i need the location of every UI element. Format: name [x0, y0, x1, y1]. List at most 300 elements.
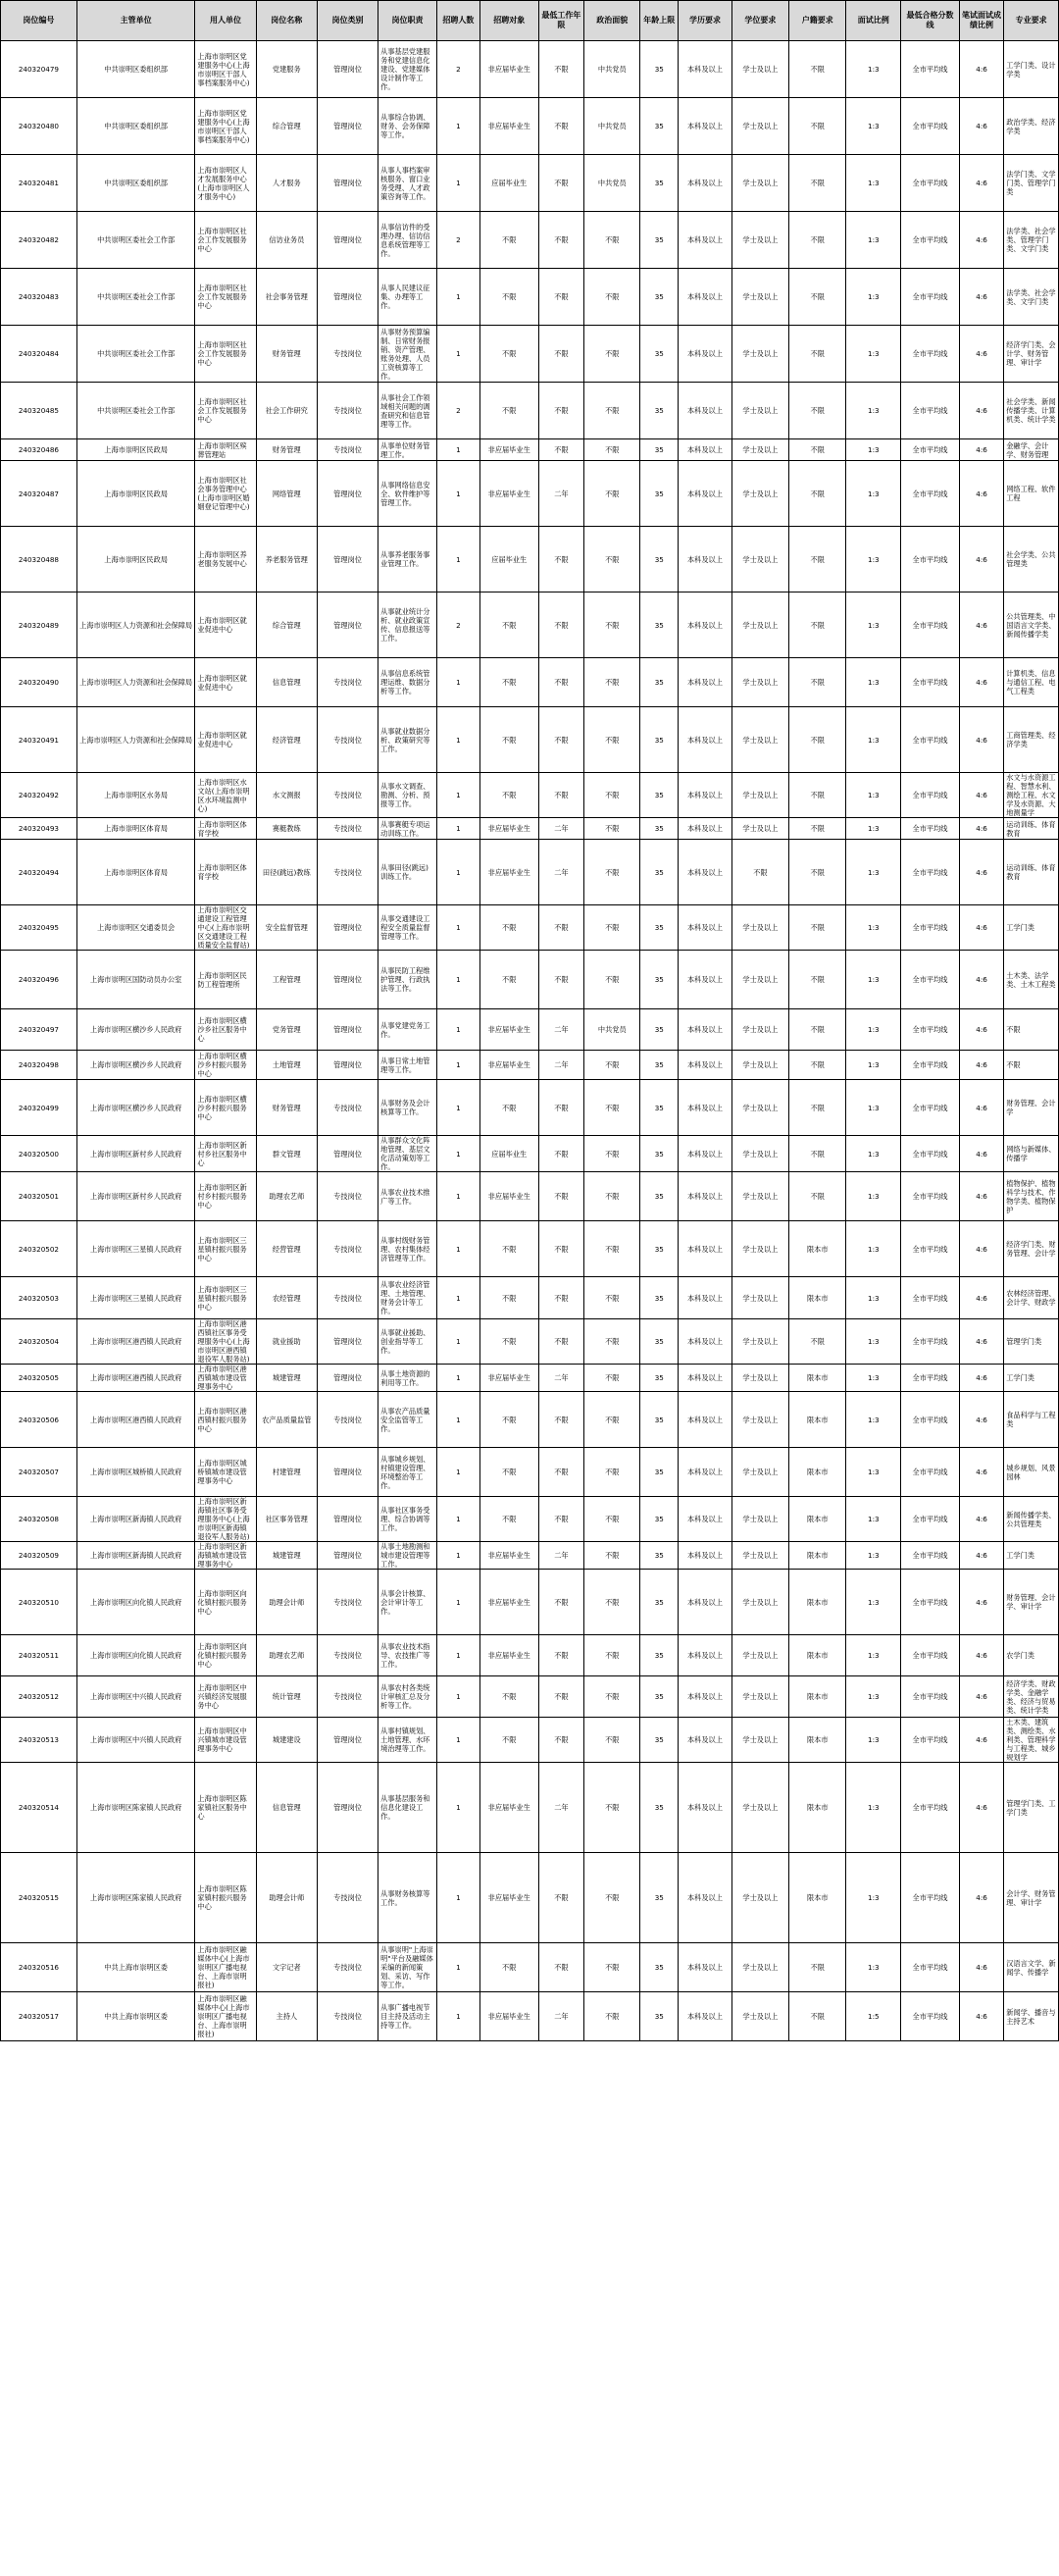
table-cell: 1:3: [846, 818, 901, 840]
table-cell: 4:6: [959, 1221, 1003, 1277]
table-cell: 社会事务管理: [256, 269, 317, 326]
table-cell: 240320516: [1, 1943, 77, 1992]
table-cell: 管理岗位: [317, 1136, 378, 1172]
table-cell: 非应届毕业生: [479, 439, 538, 461]
table-cell: 240320491: [1, 707, 77, 773]
table-cell: 不限: [789, 1051, 846, 1080]
table-cell: 植物保护、植物科学与技术、作物学类、植物保护: [1004, 1172, 1059, 1221]
table-cell: 从事信息系统管理运维、数据分析等工作。: [378, 658, 437, 707]
table-cell: 35: [640, 439, 679, 461]
table-cell: 就业援助: [256, 1319, 317, 1365]
table-cell: 本科及以上: [679, 1992, 731, 2041]
table-row: [1, 592, 1059, 658]
table-cell: 从事田径(跳远)训练工作。: [378, 840, 437, 905]
table-cell: 1: [436, 1992, 479, 2041]
table-cell: 从事水文调查、勘测、分析、预报等工作。: [378, 773, 437, 818]
table-cell: 非应届毕业生: [479, 1051, 538, 1080]
table-cell: 全市平均线: [901, 98, 960, 155]
table-cell: 从事单位财务管理工作。: [378, 439, 437, 461]
table-cell: 4:6: [959, 155, 1003, 212]
table-cell: 4:6: [959, 1635, 1003, 1676]
table-cell: 35: [640, 1172, 679, 1221]
table-cell: 1: [436, 1136, 479, 1172]
table-cell: 1:3: [846, 840, 901, 905]
table-cell: 工学门类: [1004, 1542, 1059, 1570]
table-cell: 管理岗位: [317, 269, 378, 326]
table-cell: 非应届毕业生: [479, 1763, 538, 1853]
table-row: [1, 439, 1059, 461]
table-cell: 不限: [584, 1943, 640, 1992]
table-cell: 上海市崇明区城桥镇人民政府: [76, 1448, 195, 1497]
table-cell: 本科及以上: [679, 1570, 731, 1635]
table-cell: 二年: [538, 1542, 584, 1570]
table-cell: 全市平均线: [901, 1221, 960, 1277]
table-cell: 上海市崇明区向化镇村振兴服务中心: [195, 1570, 256, 1635]
table-cell: 网络工程、软件工程: [1004, 461, 1059, 527]
table-cell: 全市平均线: [901, 269, 960, 326]
table-cell: 35: [640, 1448, 679, 1497]
table-cell: 不限: [789, 592, 846, 658]
table-cell: 学士及以上: [731, 1277, 788, 1319]
table-cell: 本科及以上: [679, 1365, 731, 1392]
table-cell: 应届毕业生: [479, 155, 538, 212]
table-cell: 学士及以上: [731, 1365, 788, 1392]
table-cell: 限本市: [789, 1542, 846, 1570]
table-cell: 4:6: [959, 1172, 1003, 1221]
table-cell: 上海市崇明区社会工作发展服务中心: [195, 269, 256, 326]
table-cell: 1: [436, 1080, 479, 1136]
table-cell: 240320499: [1, 1080, 77, 1136]
table-cell: 本科及以上: [679, 212, 731, 269]
table-cell: 食品科学与工程类: [1004, 1392, 1059, 1448]
table-cell: 学士及以上: [731, 439, 788, 461]
table-cell: 全市平均线: [901, 383, 960, 439]
table-cell: 240320512: [1, 1676, 77, 1718]
table-cell: 信息管理: [256, 658, 317, 707]
table-cell: 新闻传播学类、公共管理类: [1004, 1497, 1059, 1542]
table-cell: 非应届毕业生: [479, 1365, 538, 1392]
table-cell: 不限: [789, 212, 846, 269]
table-cell: 35: [640, 326, 679, 383]
table-cell: 全市平均线: [901, 1853, 960, 1943]
table-cell: 上海市崇明区港西镇人民政府: [76, 1319, 195, 1365]
table-cell: 不限: [538, 98, 584, 155]
table-cell: 1: [436, 818, 479, 840]
table-cell: 240320510: [1, 1570, 77, 1635]
table-cell: 1: [436, 1392, 479, 1448]
table-cell: 非应届毕业生: [479, 1635, 538, 1676]
table-cell: 主持人: [256, 1992, 317, 2041]
table-cell: 不限: [538, 383, 584, 439]
table-cell: 从事农产品质量安全监管等工作。: [378, 1392, 437, 1448]
table-cell: 本科及以上: [679, 1221, 731, 1277]
table-cell: 上海市崇明区人力资源和社会保障局: [76, 592, 195, 658]
table-cell: 应届毕业生: [479, 527, 538, 592]
table-cell: 财务管理、会计学: [1004, 1080, 1059, 1136]
table-cell: 不限: [789, 1172, 846, 1221]
table-cell: 上海市崇明区民政局: [76, 527, 195, 592]
table-cell: 城建管理: [256, 1365, 317, 1392]
table-cell: 学士及以上: [731, 1718, 788, 1763]
table-cell: 土木类、建筑类、测绘类、水利类、管理科学与工程类、城乡规划学: [1004, 1718, 1059, 1763]
table-cell: 管理岗位: [317, 951, 378, 1009]
table-cell: 1: [436, 707, 479, 773]
table-cell: 上海市崇明区水务局: [76, 773, 195, 818]
table-cell: 不限: [584, 707, 640, 773]
table-cell: 本科及以上: [679, 1009, 731, 1051]
table-cell: 35: [640, 1319, 679, 1365]
table-cell: 不限: [538, 1136, 584, 1172]
table-cell: 学士及以上: [731, 98, 788, 155]
table-cell: 1:3: [846, 1080, 901, 1136]
table-cell: 学士及以上: [731, 1763, 788, 1853]
table-row: [1, 1080, 1059, 1136]
table-cell: 本科及以上: [679, 1718, 731, 1763]
table-cell: 管理岗位: [317, 1542, 378, 1570]
table-cell: 专技岗位: [317, 1080, 378, 1136]
table-cell: 不限: [584, 1542, 640, 1570]
table-cell: 非应届毕业生: [479, 41, 538, 98]
table-cell: 不限: [479, 1277, 538, 1319]
table-cell: 本科及以上: [679, 98, 731, 155]
table-row: [1, 1718, 1059, 1763]
table-cell: 不限: [789, 41, 846, 98]
table-row: [1, 1763, 1059, 1853]
table-cell: 1:3: [846, 383, 901, 439]
table-cell: 240320487: [1, 461, 77, 527]
table-cell: 限本市: [789, 1365, 846, 1392]
table-cell: 上海市崇明区体育局: [76, 840, 195, 905]
table-cell: 二年: [538, 840, 584, 905]
table-cell: 学士及以上: [731, 1221, 788, 1277]
table-cell: 全市平均线: [901, 439, 960, 461]
table-cell: 上海市崇明区社会工作发展服务中心: [195, 212, 256, 269]
table-cell: 240320486: [1, 439, 77, 461]
table-cell: 学士及以上: [731, 155, 788, 212]
table-cell: 本科及以上: [679, 1542, 731, 1570]
table-cell: 上海市崇明区融媒体中心(上海市崇明区广播电视台、上海市崇明报社): [195, 1943, 256, 1992]
table-cell: 4:6: [959, 41, 1003, 98]
table-cell: 管理岗位: [317, 1763, 378, 1853]
table-cell: 1: [436, 155, 479, 212]
table-cell: 管理岗位: [317, 527, 378, 592]
table-cell: 学士及以上: [731, 326, 788, 383]
table-cell: 240320498: [1, 1051, 77, 1080]
table-row: [1, 1277, 1059, 1319]
table-cell: 学士及以上: [731, 41, 788, 98]
table-cell: 1:3: [846, 461, 901, 527]
table-cell: 1: [436, 1277, 479, 1319]
table-cell: 经营管理: [256, 1221, 317, 1277]
table-cell: 上海市崇明区港西镇城市建设管理事务中心: [195, 1365, 256, 1392]
table-cell: 二年: [538, 818, 584, 840]
column-header: 招聘人数: [436, 1, 479, 41]
table-cell: 上海市崇明区就业促进中心: [195, 707, 256, 773]
table-cell: 不限: [479, 1943, 538, 1992]
table-cell: 不限: [584, 1136, 640, 1172]
table-row: [1, 707, 1059, 773]
table-cell: 上海市崇明区横沙乡人民政府: [76, 1051, 195, 1080]
table-cell: 学士及以上: [731, 1570, 788, 1635]
table-cell: 社会学类、新闻传播学类、计算机类、统计学类: [1004, 383, 1059, 439]
table-row: [1, 383, 1059, 439]
table-cell: 从事人事档案审核服务、窗口业务受理、人才政策咨询等工作。: [378, 155, 437, 212]
table-cell: 35: [640, 1221, 679, 1277]
table-cell: 限本市: [789, 1277, 846, 1319]
table-cell: 本科及以上: [679, 1497, 731, 1542]
table-cell: 1:3: [846, 1943, 901, 1992]
table-cell: 不限: [538, 41, 584, 98]
table-cell: 1: [436, 527, 479, 592]
table-cell: 全市平均线: [901, 1718, 960, 1763]
table-cell: 学士及以上: [731, 905, 788, 951]
table-cell: 学士及以上: [731, 773, 788, 818]
table-cell: 4:6: [959, 1853, 1003, 1943]
table-cell: 35: [640, 951, 679, 1009]
table-cell: 全市平均线: [901, 1319, 960, 1365]
table-cell: 经济管理: [256, 707, 317, 773]
table-cell: 金融学、会计学、财务管理: [1004, 439, 1059, 461]
table-cell: 全市平均线: [901, 592, 960, 658]
table-cell: 不限: [584, 212, 640, 269]
table-row: [1, 1009, 1059, 1051]
table-cell: 限本市: [789, 1392, 846, 1448]
table-cell: 非应届毕业生: [479, 818, 538, 840]
table-cell: 社会学类、公共管理类: [1004, 527, 1059, 592]
table-cell: 上海市崇明区就业促进中心: [195, 658, 256, 707]
table-cell: 上海市崇明区新海镇人民政府: [76, 1497, 195, 1542]
table-cell: 上海市崇明区养老服务发展中心: [195, 527, 256, 592]
table-cell: 4:6: [959, 1718, 1003, 1763]
table-cell: 不限: [538, 905, 584, 951]
table-cell: 240320513: [1, 1718, 77, 1763]
table-cell: 学士及以上: [731, 1542, 788, 1570]
table-cell: 全市平均线: [901, 1365, 960, 1392]
table-cell: 35: [640, 1136, 679, 1172]
table-cell: 管理岗位: [317, 1319, 378, 1365]
table-cell: 中共党员: [584, 1009, 640, 1051]
table-cell: 不限: [538, 1943, 584, 1992]
table-row: [1, 1542, 1059, 1570]
table-cell: 信息管理: [256, 1763, 317, 1853]
table-cell: 中共上海市崇明区委: [76, 1992, 195, 2041]
table-cell: 计算机类、信息与通信工程、电气工程类: [1004, 658, 1059, 707]
table-cell: 中共崇明区委组织部: [76, 155, 195, 212]
table-cell: 不限: [584, 1051, 640, 1080]
column-header: 岗位编号: [1, 1, 77, 41]
table-cell: 不限: [584, 1221, 640, 1277]
table-cell: 上海市崇明区就业促进中心: [195, 592, 256, 658]
column-header: 学位要求: [731, 1, 788, 41]
table-row: [1, 1992, 1059, 2041]
table-cell: 35: [640, 658, 679, 707]
table-cell: 田径(跳远)教练: [256, 840, 317, 905]
table-cell: 4:6: [959, 1009, 1003, 1051]
table-cell: 1: [436, 98, 479, 155]
table-cell: 1:3: [846, 1448, 901, 1497]
table-cell: 240320511: [1, 1635, 77, 1676]
table-cell: 35: [640, 1992, 679, 2041]
table-cell: 从事赛艇专项运动训练工作。: [378, 818, 437, 840]
table-cell: 不限: [584, 1992, 640, 2041]
table-cell: 全市平均线: [901, 527, 960, 592]
table-cell: 不限: [584, 1718, 640, 1763]
table-cell: 上海市崇明区交通委员会: [76, 905, 195, 951]
table-cell: 从事农村各类统计审核汇总及分析等工作。: [378, 1676, 437, 1718]
table-cell: 不限: [584, 383, 640, 439]
table-cell: 从事日常土地管理等工作。: [378, 1051, 437, 1080]
table-cell: 本科及以上: [679, 1853, 731, 1943]
table-cell: 非应届毕业生: [479, 98, 538, 155]
table-cell: 240320484: [1, 326, 77, 383]
table-cell: 全市平均线: [901, 1992, 960, 2041]
table-cell: 本科及以上: [679, 658, 731, 707]
table-cell: 助理会计师: [256, 1853, 317, 1943]
table-cell: 不限: [538, 527, 584, 592]
table-cell: 学士及以上: [731, 1172, 788, 1221]
table-cell: 不限: [479, 383, 538, 439]
table-cell: 全市平均线: [901, 1542, 960, 1570]
table-cell: 不限: [538, 326, 584, 383]
table-cell: 财务管理、会计学、审计学: [1004, 1570, 1059, 1635]
table-cell: 学士及以上: [731, 592, 788, 658]
table-cell: 不限: [538, 1221, 584, 1277]
table-cell: 工程管理: [256, 951, 317, 1009]
table-cell: 4:6: [959, 212, 1003, 269]
table-cell: 专技岗位: [317, 1221, 378, 1277]
table-cell: 专技岗位: [317, 1277, 378, 1319]
table-cell: 不限: [479, 269, 538, 326]
table-cell: 上海市崇明区新村乡村振兴服务中心: [195, 1172, 256, 1221]
table-row: [1, 1635, 1059, 1676]
table-cell: 不限: [1004, 1051, 1059, 1080]
table-cell: 从事网络信息安全、软件维护等管理工作。: [378, 461, 437, 527]
table-cell: 不限: [538, 707, 584, 773]
table-cell: 本科及以上: [679, 1080, 731, 1136]
table-cell: 不限: [538, 1392, 584, 1448]
table-cell: 网络管理: [256, 461, 317, 527]
table-cell: 二年: [538, 1051, 584, 1080]
table-cell: 不限: [538, 1080, 584, 1136]
table-cell: 综合管理: [256, 98, 317, 155]
table-cell: 应届毕业生: [479, 1136, 538, 1172]
table-cell: 35: [640, 1051, 679, 1080]
table-cell: 社区事务管理: [256, 1497, 317, 1542]
table-cell: 不限: [584, 461, 640, 527]
table-cell: 文字记者: [256, 1943, 317, 1992]
table-cell: 35: [640, 1853, 679, 1943]
table-cell: 不限: [584, 1448, 640, 1497]
table-cell: 不限: [479, 592, 538, 658]
table-cell: 全市平均线: [901, 461, 960, 527]
table-row: [1, 1570, 1059, 1635]
table-cell: 35: [640, 1943, 679, 1992]
table-cell: 学士及以上: [731, 212, 788, 269]
table-cell: 4:6: [959, 1051, 1003, 1080]
table-cell: 本科及以上: [679, 383, 731, 439]
table-cell: 不限: [584, 439, 640, 461]
column-header: 专业要求: [1004, 1, 1059, 41]
table-cell: 240320492: [1, 773, 77, 818]
table-cell: 35: [640, 1497, 679, 1542]
table-cell: 不限: [538, 212, 584, 269]
table-row: [1, 773, 1059, 818]
table-cell: 1:3: [846, 658, 901, 707]
table-cell: 1:5: [846, 1992, 901, 2041]
table-cell: 本科及以上: [679, 326, 731, 383]
table-cell: 本科及以上: [679, 1448, 731, 1497]
table-cell: 全市平均线: [901, 1763, 960, 1853]
table-cell: 不限: [479, 326, 538, 383]
table-cell: 工学门类: [1004, 1365, 1059, 1392]
table-cell: 不限: [538, 1635, 584, 1676]
table-cell: 4:6: [959, 905, 1003, 951]
table-cell: 土地管理: [256, 1051, 317, 1080]
table-cell: 1: [436, 1448, 479, 1497]
table-cell: 240320496: [1, 951, 77, 1009]
table-cell: 不限: [584, 951, 640, 1009]
table-cell: 上海市崇明区党建服务中心(上海市崇明区干部人事档案服务中心): [195, 41, 256, 98]
table-cell: 非应届毕业生: [479, 840, 538, 905]
table-cell: 运动训练、体育教育: [1004, 840, 1059, 905]
table-cell: 学士及以上: [731, 461, 788, 527]
table-row: [1, 1448, 1059, 1497]
table-cell: 全市平均线: [901, 326, 960, 383]
table-cell: 管理学门类、工学门类: [1004, 1763, 1059, 1853]
table-cell: 全市平均线: [901, 1635, 960, 1676]
table-cell: 1: [436, 1009, 479, 1051]
table-cell: 政治学类、经济学类: [1004, 98, 1059, 155]
table-row: [1, 461, 1059, 527]
table-cell: 学士及以上: [731, 818, 788, 840]
table-cell: 不限: [538, 155, 584, 212]
table-cell: 2: [436, 212, 479, 269]
table-cell: 全市平均线: [901, 1277, 960, 1319]
table-cell: 1: [436, 1497, 479, 1542]
table-cell: 本科及以上: [679, 1676, 731, 1718]
table-cell: 上海市崇明区横沙乡村振兴服务中心: [195, 1080, 256, 1136]
table-cell: 全市平均线: [901, 41, 960, 98]
table-cell: 1: [436, 1570, 479, 1635]
table-cell: 本科及以上: [679, 1051, 731, 1080]
table-cell: 240320506: [1, 1392, 77, 1448]
table-cell: 上海市崇明区民政局: [76, 439, 195, 461]
table-cell: 不限: [538, 1497, 584, 1542]
table-row: [1, 658, 1059, 707]
table-cell: 35: [640, 212, 679, 269]
table-cell: 不限: [538, 592, 584, 658]
table-cell: 全市平均线: [901, 818, 960, 840]
table-row: [1, 527, 1059, 592]
table-cell: 1:3: [846, 98, 901, 155]
table-cell: 不限: [584, 1635, 640, 1676]
table-cell: 本科及以上: [679, 1763, 731, 1853]
table-cell: 从事基层党建服务和党建信息化建设、党建媒体设计制作等工作。: [378, 41, 437, 98]
table-cell: 1:3: [846, 155, 901, 212]
column-header: 岗位名称: [256, 1, 317, 41]
table-cell: 学士及以上: [731, 1676, 788, 1718]
table-cell: 4:6: [959, 707, 1003, 773]
table-cell: 法学类、社会学类、管理学门类、文学门类: [1004, 212, 1059, 269]
table-cell: 240320489: [1, 592, 77, 658]
table-cell: 240320503: [1, 1277, 77, 1319]
table-cell: 专技岗位: [317, 1570, 378, 1635]
table-cell: 二年: [538, 461, 584, 527]
table-cell: 不限: [538, 439, 584, 461]
table-cell: 农经管理: [256, 1277, 317, 1319]
table-cell: 240320497: [1, 1009, 77, 1051]
table-cell: 全市平均线: [901, 707, 960, 773]
